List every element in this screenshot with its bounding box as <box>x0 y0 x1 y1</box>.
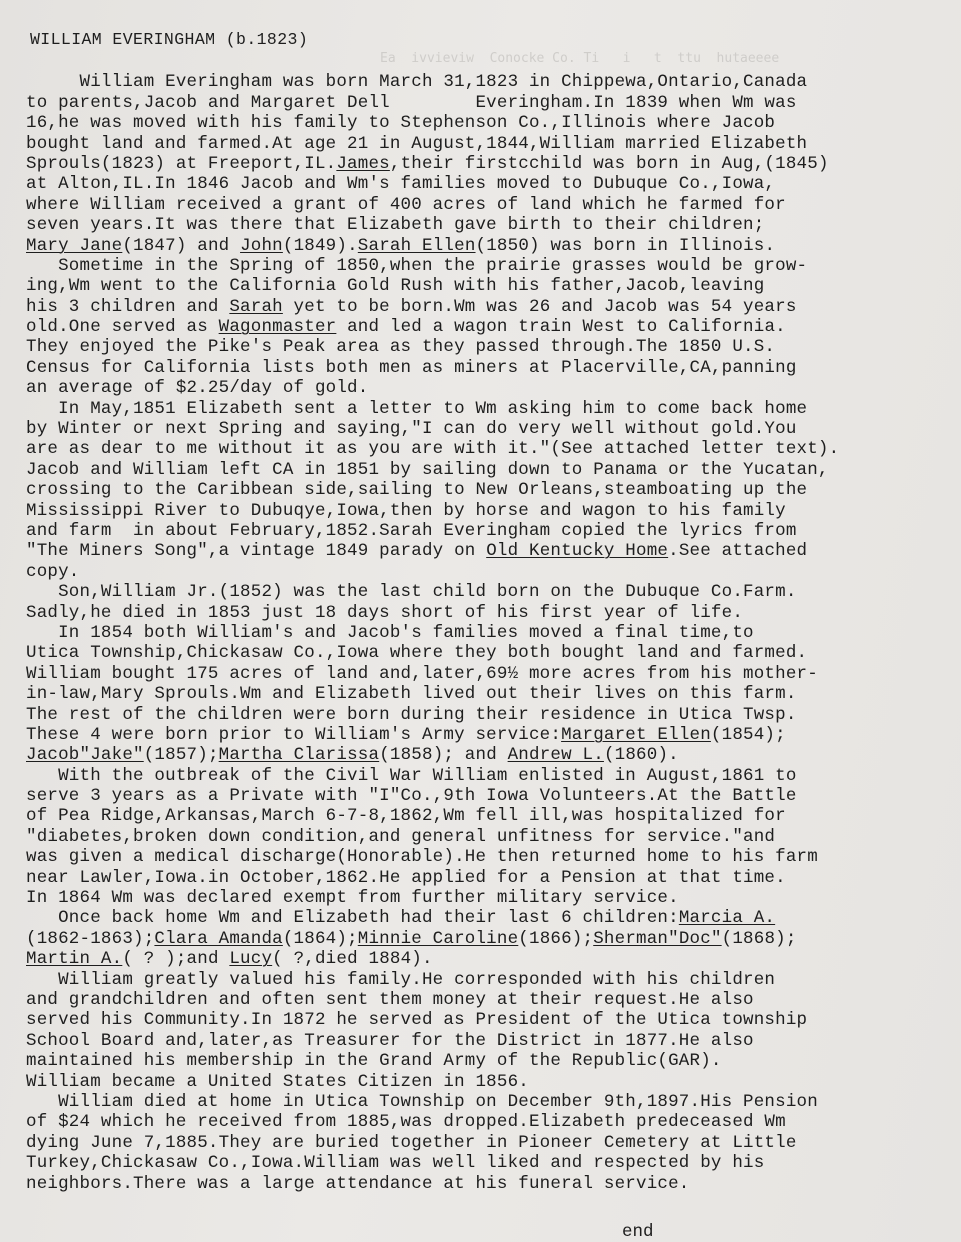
underlined-name: Lucy <box>229 949 273 970</box>
document-body <box>26 30 961 1194</box>
text-segment: (1858); and <box>379 745 508 766</box>
text-segment: are as dear to me without it as you are with it."(See attached letter text). <box>26 439 840 460</box>
text-line <box>26 1051 961 1071</box>
text-line <box>26 970 961 990</box>
underlined-name: Jacob"Jake" <box>26 745 144 766</box>
text-segment: and farm in about February,1852.Sarah Everingham copied the lyrics from <box>26 521 797 541</box>
text-segment: (1847) and <box>122 235 241 256</box>
text-segment: "The Miners Song",a vintage 1849 parady on <box>26 541 487 562</box>
text-segment: bought land and farmed.At age 21 in August,1844,William married Elizabeth <box>26 133 808 154</box>
text-line <box>26 766 961 786</box>
text-line <box>26 582 961 602</box>
text-line <box>26 827 961 847</box>
text-segment: (1849). <box>282 235 358 256</box>
text-segment: at Alton,IL.In 1846 Jacob and Wm's families moved to Dubuque Co.,Iowa, <box>26 174 776 195</box>
text-line <box>26 439 961 459</box>
text-line <box>26 1031 961 1051</box>
text-segment: Turkey,Chickasaw Co.,Iowa.William was well liked and respected by his <box>26 1153 765 1174</box>
text-line <box>26 378 961 398</box>
text-line <box>26 786 961 806</box>
text-line <box>26 480 961 500</box>
text-line <box>26 297 961 317</box>
underlined-name: Clara Amanda <box>154 928 283 949</box>
text-line <box>26 908 961 928</box>
text-segment: "diabetes,broken down condition,and general unfitness for service."and <box>26 826 776 847</box>
text-segment: copy. <box>26 561 80 582</box>
text-line <box>26 134 961 154</box>
underlined-name: Old Kentucky Home <box>486 541 669 562</box>
text-segment: (1868); <box>721 928 797 949</box>
text-line <box>26 888 961 908</box>
text-segment: to parents,Jacob and Margaret Dell Everingham.In 1839 when Wm was <box>26 92 797 113</box>
underlined-name: Margaret Ellen <box>561 724 711 745</box>
text-line <box>26 745 961 765</box>
text-line <box>26 684 961 704</box>
bleed-line: Ea ivvieviw Conocke Co. Ti i t ttu hutaeeee <box>380 51 780 66</box>
text-segment: and led a wagon train West to California. <box>336 317 786 338</box>
text-segment: ing,Wm went to the California Gold Rush with his father,Jacob,leaving <box>26 276 765 297</box>
text-line <box>26 1072 961 1092</box>
text-segment: his 3 children and <box>26 296 230 317</box>
text-line <box>26 419 961 439</box>
text-segment: In May,1851 Elizabeth sent a letter to Wm asking him to come back home <box>26 398 808 419</box>
text-segment: William bought 175 acres of land and,later,69½ more acres from his mother- <box>26 663 818 684</box>
text-segment: Census for California lists both men as miners at Placerville,CA,panning <box>26 357 797 378</box>
text-line <box>26 705 961 725</box>
text-line <box>26 562 961 582</box>
text-segment: With the outbreak of the Civil War William enlisted in August,1861 to <box>26 765 797 786</box>
underlined-name: Marcia A. <box>678 908 776 929</box>
text-line <box>26 399 961 419</box>
text-line <box>26 521 961 541</box>
text-line <box>26 603 961 623</box>
text-line <box>26 1112 961 1132</box>
underlined-name: Sarah <box>229 296 283 317</box>
text-segment: served his Community.In 1872 he served as President of the Utica township <box>26 1010 808 1031</box>
text-segment: (1860). <box>603 745 679 766</box>
text-line <box>26 276 961 296</box>
text-segment: serve 3 years as a Private with "I"Co.,9th Iowa Volunteers.At the Battle <box>26 786 797 807</box>
text-segment: dying June 7,1885.They are buried together in Pioneer Cemetery at Little <box>26 1132 797 1153</box>
text-line <box>26 541 961 561</box>
text-line <box>26 1010 961 1030</box>
underlined-name: James <box>336 153 390 174</box>
text-segment: (1866); <box>518 928 594 949</box>
text-line <box>26 256 961 276</box>
text-segment: In 1864 Wm was declared exempt from further military service. <box>26 888 679 909</box>
underlined-name: Minnie Caroline <box>357 928 519 949</box>
text-segment: William Everingham was born March 31,1823 in Chippewa,Ontario,Canada <box>26 72 808 93</box>
text-line <box>26 460 961 480</box>
text-segment: was given a medical discharge(Honorable).He then returned home to his farm <box>26 847 818 868</box>
underlined-name: John <box>240 235 283 256</box>
text-line <box>26 868 961 888</box>
text-line <box>26 929 961 949</box>
text-segment: ( ?,died 1884). <box>272 949 433 970</box>
text-segment: (1857); <box>143 745 219 766</box>
text-line <box>26 806 961 826</box>
text-line <box>26 236 961 256</box>
document-title: WILLIAM EVERINGHAM (b.1823) <box>30 30 309 49</box>
text-segment: 16,he was moved with his family to Stephenson Co.,Illinois where Jacob <box>26 113 776 134</box>
text-line <box>26 725 961 745</box>
underlined-name: Martin A. <box>26 949 123 970</box>
text-segment: Sometime in the Spring of 1850,when the prairie grasses would be grow- <box>26 255 808 276</box>
text-segment: of Pea Ridge,Arkansas,March 6-7-8,1862,Wm fell ill,was hospitalized for <box>26 806 786 827</box>
text-segment: Sprouls(1823) at Freeport,IL. <box>26 153 337 174</box>
text-segment: in-law,Mary Sprouls.Wm and Elizabeth lived out their lives on this farm. <box>26 684 797 705</box>
text-segment: (1862-1863); <box>26 928 155 949</box>
text-segment: neighbors.There was a large attendance at his funeral service. <box>26 1173 690 1194</box>
text-segment: These 4 were born prior to William's Army service: <box>26 724 562 745</box>
text-segment: Once back home Wm and Elizabeth had their last 6 children: <box>26 908 679 929</box>
text-segment: an average of $2.25/day of gold. <box>26 378 369 399</box>
underlined-name: Mary Jane <box>26 235 123 256</box>
underlined-name: Wagonmaster <box>218 317 337 338</box>
text-segment: Sadly,he died in 1853 just 18 days short of his first year of life. <box>26 602 744 623</box>
text-segment: where William received a grant of 400 acres of land which he farmed for <box>26 194 786 215</box>
text-line <box>26 1092 961 1112</box>
text-segment: ,their firstcchild was born in Aug,(1845) <box>389 153 829 174</box>
text-segment: old.One served as <box>26 317 219 338</box>
text-line <box>26 93 961 113</box>
text-segment: William died at home in Utica Township on December 9th,1897.His Pension <box>26 1091 818 1112</box>
text-line <box>26 643 961 663</box>
text-segment: .See attached <box>668 541 808 562</box>
text-line <box>26 1174 961 1194</box>
text-segment: Utica Township,Chickasaw Co.,Iowa where they both bought land and farmed. <box>26 643 808 664</box>
text-segment: Jacob and William left CA in 1851 by sailing down to Panama or the Yucatan, <box>26 459 829 480</box>
text-line <box>26 154 961 174</box>
text-segment: The rest of the children were born during their residence in Utica Twsp. <box>26 704 797 725</box>
text-segment: Son,William Jr.(1852) was the last child born on the Dubuque Co.Farm. <box>26 582 797 603</box>
text-segment: School Board and,later,as Treasurer for the District in 1877.He also <box>26 1030 754 1051</box>
text-segment: (1850) was born in Illinois. <box>475 235 776 256</box>
text-segment: and grandchildren and often sent them money at their request.He also <box>26 989 754 1010</box>
text-segment: by Winter or next Spring and saying,"I can do very well without gold.You <box>26 419 797 440</box>
text-line <box>26 174 961 194</box>
text-line <box>26 623 961 643</box>
text-segment: They enjoyed the Pike's Peak area as they passed through.The 1850 U.S. <box>26 337 776 358</box>
underlined-name: Andrew L. <box>507 745 604 766</box>
text-line <box>26 1133 961 1153</box>
text-lines <box>26 72 961 1193</box>
text-line <box>26 949 961 969</box>
text-line <box>26 317 961 337</box>
text-line <box>26 847 961 867</box>
text-segment: of $24 which he received from 1885,was dropped.Elizabeth predeceased Wm <box>26 1112 786 1133</box>
text-segment: (1854); <box>710 724 786 745</box>
text-segment: (1864); <box>282 928 358 949</box>
text-line <box>26 72 961 92</box>
underlined-name: Sherman"Doc" <box>593 928 722 949</box>
underlined-name: Martha Clarissa <box>218 745 380 766</box>
text-line <box>26 195 961 215</box>
text-line <box>26 215 961 235</box>
text-segment: William became a United States Citizen in 1856. <box>26 1071 529 1092</box>
text-line <box>26 990 961 1010</box>
text-segment: maintained his membership in the Grand Army of the Republic(GAR). <box>26 1051 722 1072</box>
text-segment: William greatly valued his family.He corresponded with his children <box>26 969 776 990</box>
text-segment: yet to be born.Wm was 26 and Jacob was 54 years <box>282 296 797 317</box>
text-segment: In 1854 both William's and Jacob's families moved a final time,to <box>26 622 754 643</box>
text-line <box>26 358 961 378</box>
text-line <box>26 113 961 133</box>
text-segment: near Lawler,Iowa.in October,1862.He applied for a Pension at that time. <box>26 867 786 888</box>
underlined-name: Sarah Ellen <box>357 235 476 256</box>
text-segment: ( ? );and <box>122 949 230 970</box>
text-line <box>26 501 961 521</box>
text-line <box>26 337 961 357</box>
end-marker: end <box>622 1222 654 1242</box>
text-line <box>26 664 961 684</box>
text-segment: crossing to the Caribbean side,sailing to New Orleans,steamboating up the <box>26 480 808 501</box>
text-line <box>26 1153 961 1173</box>
text-segment: seven years.It was there that Elizabeth gave birth to their children; <box>26 215 765 236</box>
text-segment: Mississippi River to Dubuqye,Iowa,then by horse and wagon to his family <box>26 500 786 521</box>
